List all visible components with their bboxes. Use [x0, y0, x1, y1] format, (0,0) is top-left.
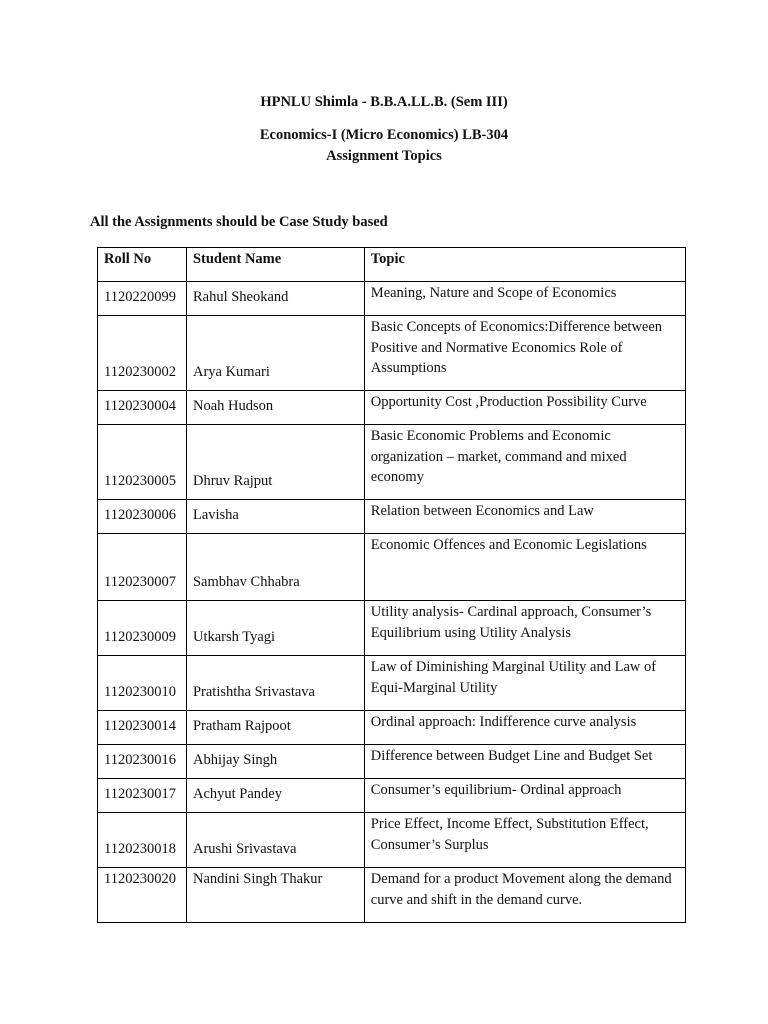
- roll-no-cell: 1120230006: [98, 500, 187, 534]
- topic-cell: Relation between Economics and Law: [364, 500, 685, 534]
- topic-cell: Ordinal approach: Indifference curve analysis: [364, 711, 685, 745]
- topic-cell: Basic Economic Problems and Economic organization – market, command and mixed economy: [364, 425, 685, 500]
- student-name-cell: Dhruv Rajput: [186, 425, 364, 500]
- table-row: [98, 534, 686, 601]
- roll-no-cell: 1120230016: [98, 745, 187, 779]
- table-row: [98, 316, 686, 391]
- student-name-cell: Abhijay Singh: [186, 745, 364, 779]
- roll-no-cell: 1120230009: [98, 601, 187, 656]
- roll-no-cell: 1120230010: [98, 656, 187, 711]
- student-name-cell: Rahul Sheokand: [186, 282, 364, 316]
- topic-cell: Basic Concepts of Economics:Difference between Positive and Normative Economics Role of Assumptions: [364, 316, 685, 391]
- roll-no-cell: 1120230005: [98, 425, 187, 500]
- table-row: [98, 500, 686, 534]
- student-name-cell: Sambhav Chhabra: [186, 534, 364, 601]
- student-name-cell: Arya Kumari: [186, 316, 364, 391]
- topic-cell: Difference between Budget Line and Budget Set: [364, 745, 685, 779]
- roll-no-cell: 1120230020: [98, 868, 187, 923]
- roll-no-cell: 1120230007: [98, 534, 187, 601]
- header-roll-no: Roll No: [98, 248, 187, 282]
- student-name-cell: Achyut Pandey: [186, 779, 364, 813]
- student-name-cell: Noah Hudson: [186, 391, 364, 425]
- assignment-table: [97, 247, 686, 923]
- topic-cell: Economic Offences and Economic Legislations: [364, 534, 685, 601]
- table-row: [98, 779, 686, 813]
- roll-no-cell: 1120230004: [98, 391, 187, 425]
- course-title: Economics-I (Micro Economics) LB-304: [259, 127, 509, 143]
- table-row: [98, 425, 686, 500]
- roll-no-cell: 1120230014: [98, 711, 187, 745]
- header-student-name: Student Name: [186, 248, 364, 282]
- roll-no-cell: 1120220099: [98, 282, 187, 316]
- table-row: [98, 391, 686, 425]
- table-header-row: [98, 248, 686, 282]
- table-row: [98, 711, 686, 745]
- case-study-note: All the Assignments should be Case Study based: [90, 214, 388, 230]
- document-title: HPNLU Shimla - B.B.A.LL.B. (Sem III): [260, 94, 508, 110]
- student-name-cell: Pratham Rajpoot: [186, 711, 364, 745]
- topic-cell: Law of Diminishing Marginal Utility and Law of Equi-Marginal Utility: [364, 656, 685, 711]
- table-row: [98, 868, 686, 923]
- roll-no-cell: 1120230002: [98, 316, 187, 391]
- student-name-cell: Nandini Singh Thakur: [186, 868, 364, 923]
- student-name-cell: Utkarsh Tyagi: [186, 601, 364, 656]
- topic-cell: Consumer’s equilibrium- Ordinal approach: [364, 779, 685, 813]
- roll-no-cell: 1120230017: [98, 779, 187, 813]
- assignment-heading: Assignment Topics: [326, 148, 442, 164]
- table-row: [98, 656, 686, 711]
- topic-cell: Utility analysis- Cardinal approach, Consumer’s Equilibrium using Utility Analysis: [364, 601, 685, 656]
- student-name-cell: Pratishtha Srivastava: [186, 656, 364, 711]
- topic-cell: Price Effect, Income Effect, Substitution Effect, Consumer’s Surplus: [364, 813, 685, 868]
- topic-cell: Meaning, Nature and Scope of Economics: [364, 282, 685, 316]
- roll-no-cell: 1120230018: [98, 813, 187, 868]
- table-row: [98, 601, 686, 656]
- topic-cell: Opportunity Cost ,Production Possibility Curve: [364, 391, 685, 425]
- table-row: [98, 813, 686, 868]
- student-name-cell: Lavisha: [186, 500, 364, 534]
- table-row: [98, 282, 686, 316]
- topic-cell: Demand for a product Movement along the demand curve and shift in the demand curve.: [364, 868, 685, 923]
- header-topic: Topic: [364, 248, 685, 282]
- table-row: [98, 745, 686, 779]
- student-name-cell: Arushi Srivastava: [186, 813, 364, 868]
